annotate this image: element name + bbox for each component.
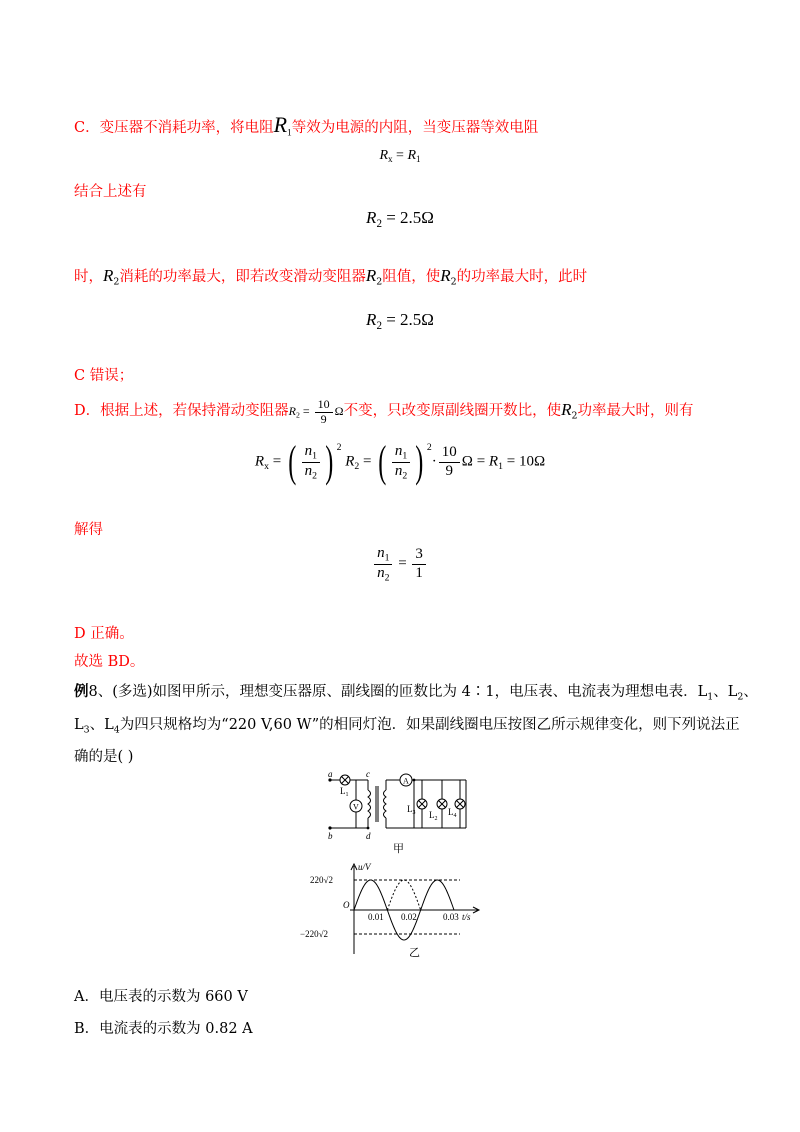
- text: 为四只规格均为“220 V,60 W”的相同灯泡．如果副线圈电压按图乙所示规律变化，则下列说法正: [119, 717, 740, 733]
- unit: Ω: [461, 453, 473, 470]
- equation-1: [0, 148, 800, 164]
- fraction: [439, 444, 460, 480]
- eq-sub: x: [264, 460, 269, 472]
- text: C．变压器不消耗功率，将电阻: [74, 120, 274, 136]
- ammeter-label: A: [403, 776, 409, 786]
- denominator: 9: [445, 462, 454, 479]
- numerator: 3: [412, 546, 426, 564]
- example-label: 例: [74, 684, 89, 700]
- text: 等效为电源的内阻，当变压器等效电阻: [291, 120, 539, 136]
- eq-sub: 2: [376, 217, 382, 230]
- eq-value: = 2.5Ω: [381, 310, 434, 329]
- example-line-1: [74, 680, 758, 702]
- numerator: [302, 443, 320, 463]
- terminal-b: b: [328, 831, 333, 841]
- fraction: [412, 546, 426, 582]
- subscript: 1: [287, 128, 292, 139]
- equation-3: [0, 310, 800, 332]
- voltmeter-label: V: [353, 802, 359, 812]
- text: 8、(多选)如图甲所示，理想变压器原、副线圈的匝数比为 4∶1，电压表、电流表为理想电表．L: [88, 684, 708, 700]
- eq-sub: x: [388, 154, 393, 165]
- eq-sub: 1: [312, 450, 317, 462]
- text: 、L: [89, 717, 114, 733]
- circuit-caption: 甲: [393, 842, 404, 855]
- eq-sub: 1: [416, 154, 421, 165]
- subscript: 2: [571, 410, 578, 422]
- label-l1: $L_1$: [340, 786, 349, 798]
- fraction: [374, 545, 392, 583]
- label-l4: $L_4$: [448, 807, 457, 819]
- denominator: 9: [320, 411, 327, 426]
- symbol-r2: R: [365, 266, 377, 285]
- text: 消耗的功率最大，即若改变滑动变阻器: [119, 269, 366, 285]
- fraction: [392, 443, 410, 481]
- eq-sub: 2: [312, 469, 317, 481]
- eq-symbol: n: [377, 564, 385, 581]
- ymax-label: 220√2: [310, 875, 333, 885]
- denominator: [302, 463, 320, 482]
- subscript: 2: [113, 276, 120, 288]
- example-line-2: [74, 713, 740, 735]
- eq-sup: 2: [426, 441, 432, 453]
- text: L: [74, 717, 84, 733]
- text: 、: [743, 684, 758, 700]
- tick-label-3: 0.03: [443, 912, 459, 922]
- equation-2: [0, 208, 800, 230]
- origin-label: O: [343, 900, 350, 910]
- symbol-r2: R: [561, 400, 572, 420]
- eq-sub: 2: [354, 460, 360, 472]
- equation-4: [0, 437, 800, 486]
- eq-sub: 2: [384, 572, 390, 584]
- eq-op: =: [299, 404, 313, 419]
- numerator: 10: [315, 398, 333, 413]
- example-line-3: 确的是( ): [74, 749, 134, 765]
- option-a: A．电压表的示数为 660 V: [74, 989, 248, 1005]
- x-axis-label: t/s: [462, 912, 471, 922]
- subscript: 4: [113, 724, 120, 736]
- eq-op: ·: [431, 453, 437, 470]
- inline-eq: [288, 397, 344, 426]
- ymin-label: −220√2: [300, 929, 329, 939]
- paren-group: ( $\frac{n_1}{n_2}$ ): [378, 437, 424, 486]
- numerator: [374, 545, 392, 565]
- eq-symbol: R: [254, 453, 265, 470]
- c-wrong-text: C 错误；: [74, 368, 134, 384]
- fraction: [315, 398, 333, 427]
- terminal-d: d: [366, 831, 371, 841]
- eq-op: =: [472, 453, 489, 470]
- fraction: [302, 443, 320, 481]
- numerator: [392, 443, 410, 463]
- text: 的功率最大时，此时: [456, 269, 588, 285]
- eq-sub: 2: [376, 319, 382, 332]
- subscript: 2: [737, 691, 744, 703]
- terminal-a: a: [328, 769, 333, 779]
- eq-op: =: [359, 453, 376, 470]
- combine-text: 结合上述有: [74, 184, 147, 200]
- answer-text: 故选 BD。: [74, 654, 145, 670]
- eq-symbol: R: [366, 310, 377, 329]
- paren-group: ( $\frac{n_1}{n_2}$ ): [288, 437, 334, 486]
- eq-sup: 2: [336, 441, 342, 453]
- graph-caption: 乙: [409, 946, 420, 959]
- eq-symbol: R: [345, 453, 355, 470]
- terminal-c: c: [366, 769, 370, 779]
- eq-symbol: R: [488, 453, 499, 470]
- denominator: [374, 565, 392, 584]
- symbol-r2: R: [440, 266, 451, 285]
- solution-line-c: [74, 112, 538, 138]
- text: 不变，只改变原副线圈开数比，使: [343, 403, 562, 420]
- equation-5: [0, 545, 800, 583]
- tick-label-2: 0.02: [401, 912, 417, 922]
- eq-sub: 1: [498, 460, 503, 472]
- text: 功率最大时，则有: [577, 403, 694, 420]
- eq-symbol: n: [377, 545, 385, 561]
- eq-symbol: R: [407, 148, 417, 163]
- eq-op: =: [394, 555, 411, 572]
- denominator: [392, 463, 410, 482]
- tick-label-1: 0.01: [368, 912, 384, 922]
- solve-text: 解得: [74, 522, 103, 538]
- symbol-r1: R: [273, 112, 288, 137]
- subscript: 3: [83, 724, 90, 736]
- voltage-curve-dashed: [387, 880, 420, 910]
- symbol-r2: R: [103, 266, 114, 285]
- unit: Ω: [334, 404, 344, 419]
- y-axis-label: u/V: [358, 862, 371, 872]
- subscript: 2: [376, 276, 383, 288]
- label-l2: $L_2$: [429, 810, 438, 822]
- solution-line-d: [74, 398, 693, 427]
- label-l3: $L_3$: [407, 804, 416, 816]
- eq-op: =: [268, 453, 285, 470]
- eq-value: = 2.5Ω: [381, 208, 434, 227]
- eq-sub: 2: [295, 410, 300, 420]
- eq-symbol: R: [288, 404, 296, 419]
- eq-sub: 2: [402, 469, 408, 481]
- numerator: 10: [439, 444, 460, 462]
- eq-value: 10Ω: [518, 453, 546, 470]
- text: 时，: [74, 269, 103, 285]
- subscript: 1: [707, 691, 714, 703]
- voltage-graph: [300, 858, 500, 958]
- eq-op: =: [392, 148, 408, 163]
- text: 阻值，使: [382, 269, 441, 285]
- d-correct-text: D 正确。: [74, 626, 134, 642]
- eq-symbol: n: [394, 442, 403, 459]
- eq-op: =: [502, 453, 519, 470]
- denominator: 1: [415, 564, 423, 581]
- eq-symbol: n: [304, 462, 313, 479]
- eq-symbol: n: [394, 462, 403, 479]
- eq-sub: 1: [402, 450, 408, 462]
- eq-symbol: R: [379, 148, 388, 163]
- solution-line-time: [74, 265, 587, 287]
- eq-symbol: R: [366, 208, 377, 227]
- option-b: B．电流表的示数为 0.82 A: [74, 1021, 253, 1037]
- eq-symbol: n: [304, 442, 313, 459]
- subscript: 2: [450, 276, 457, 288]
- eq-sub: 1: [384, 552, 390, 564]
- text: D．根据上述，若保持滑动变阻器: [74, 403, 289, 420]
- text: 、L: [713, 684, 738, 700]
